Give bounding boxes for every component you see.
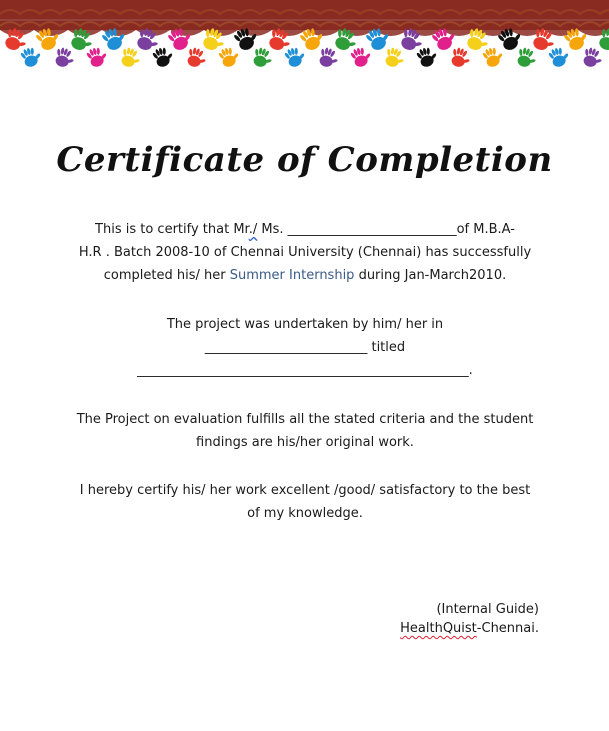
internal-guide-label: (Internal Guide): [436, 602, 539, 617]
para3-line1: The Project on evaluation fulfills all the stated criteria and the student: [76, 412, 534, 427]
organization-location: -Chennai.: [476, 621, 539, 636]
para1-line3-start: completed his/ her: [103, 268, 230, 283]
project-paragraph: [70, 313, 540, 382]
para1-slash: ./: [248, 222, 258, 237]
handprint-icon: [481, 44, 506, 69]
para2-line3: ___________________________________________________.: [137, 363, 473, 378]
signature-block: [400, 600, 539, 638]
handprint-icon: [119, 46, 143, 70]
handprint-icon: [383, 46, 407, 70]
handprint-icon: [217, 44, 242, 69]
decorative-banner: [0, 0, 609, 72]
organization-name: HealthQuist: [400, 621, 477, 636]
handprint-border-image: [0, 0, 609, 72]
handprint-icon: [415, 44, 440, 69]
handprint-icon: [185, 46, 209, 70]
summer-internship-text: Summer Internship: [229, 268, 355, 283]
para1-line1-start: This is to certify that Mr: [95, 222, 249, 237]
handprint-icon: [283, 44, 308, 69]
certification-paragraph: [70, 218, 540, 287]
handprint-icon: [85, 44, 110, 69]
handprint-icon: [53, 46, 77, 70]
handprint-icon: [581, 46, 605, 70]
para3-line2: findings are his/her original work.: [196, 435, 414, 450]
handprint-icon: [515, 46, 539, 70]
assessment-paragraph: [70, 479, 540, 525]
handprint-icon: [547, 44, 572, 69]
handprint-icon: [449, 46, 473, 70]
para1-line2: H.R . Batch 2008-10 of Chennai University (Chennai) has successfully: [78, 245, 532, 260]
handprint-icon: [317, 46, 341, 70]
handprint-icon: [349, 44, 374, 69]
para4-line2: of my knowledge.: [247, 506, 363, 521]
para1-line3-end: during Jan-March2010.: [354, 268, 507, 283]
para2-line1: The project was undertaken by him/ her in: [166, 317, 444, 332]
evaluation-paragraph: [70, 408, 540, 454]
handprint-icon: [251, 46, 275, 70]
certificate-title: Certificate of Completion: [56, 140, 553, 180]
handprint-icon: [151, 44, 176, 69]
para4-line1: I hereby certify his/ her work excellent /good/ satisfactory to the best: [79, 483, 531, 498]
handprint-icon: [19, 44, 44, 69]
para1-line1-end: Ms. __________________________of M.B.A-: [257, 222, 515, 237]
para2-line2: _________________________ titled: [204, 340, 406, 355]
